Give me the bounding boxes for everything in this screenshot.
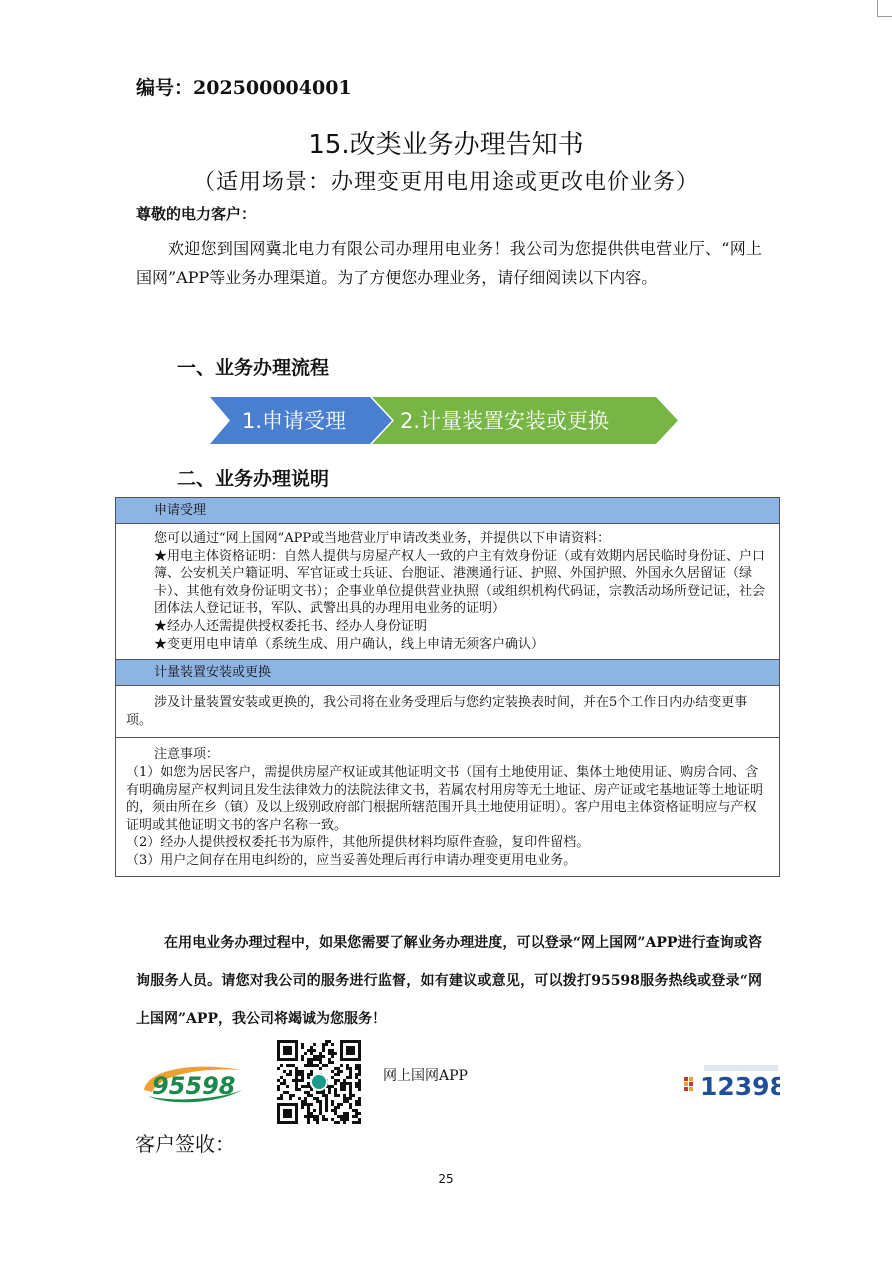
document-number: 编号：202500004001 xyxy=(136,77,352,99)
application-intro: 您可以通过“网上国网”APP或当地营业厅申请改类业务，并提供以下申请资料： xyxy=(154,531,611,546)
page-corner xyxy=(877,0,892,17)
instructions-table xyxy=(115,497,780,877)
document-subtitle: （适用场景：办理变更用电用途或更改电价业务） xyxy=(192,170,699,195)
flow-step-1-label: 1.申请受理 xyxy=(242,409,347,433)
note-item-3: （3）用户之间存在用电纠纷的，应当妥善处理后再行申请办理变更用电业务。 xyxy=(126,852,577,868)
process-flow xyxy=(210,397,680,444)
hotline-95598-logo-icon xyxy=(138,1060,246,1106)
notes-title: 注意事项： xyxy=(154,747,220,763)
note-item-2: （2）经办人提供授权委托书为原件，其他所提供材料均原件查验，复印件留档。 xyxy=(126,835,590,851)
application-item-identity: ★用电主体资格证明：自然人提供与房屋产权人一致的户主有效身份证（或有效期内居民临时身份证、户口簿、公安机关户籍证明、军官证或士兵证、台胞证、港澳通行证、护照、外国护照、外国永久居留证（绿卡）、其他有效身份证明文书）；企事业单位提供营业执照（或组织机构代码证，宗教活动场所登记证，社会团体法人登记证书，军队、武警出具的办理用电业务的证明） xyxy=(154,548,766,617)
hotline-95598-text: 95598 xyxy=(152,1072,236,1100)
table-header-metering: 计量装置安装或更换 xyxy=(116,660,779,686)
section-heading-process: 一、业务办理流程 xyxy=(177,357,330,379)
application-item-agent: ★经办人还需提供授权委托书、经办人身份证明 xyxy=(154,618,428,634)
closing-paragraph: 在用电业务办理过程中，如果您需要了解业务办理进度，可以登录“网上国网”APP进行查询或咨询服务人员。请您对我公司的服务进行监督，如有建议或意见，可以拨打95598服务热线或登录“网上国网”APP，我公司将竭诚为您服务！ xyxy=(136,935,762,1027)
table-body-application xyxy=(116,524,779,660)
application-item-form: ★变更用电申请单（系统生成、用户确认，线上申请无须客户确认） xyxy=(154,636,545,652)
table-header-application: 申请受理 xyxy=(116,498,779,524)
app-label: 网上国网APP xyxy=(383,1068,468,1084)
note-item-1: （1）如您为居民客户，需提供房屋产权证或其他证明文书（国有土地使用证、集体土地使用证、购房合同、含有明确房屋产权判词且发生法律效力的法院法律文书，若属农村用房等无土地证、房产证或宅基地证等土地证明的，须由所在乡（镇）及以上级别政府部门根据所辖范围开具土地使用证明）。客户用电主体资格证明应与产权证明或其他证明文书的客户名称一致。 xyxy=(126,764,764,833)
page-number: 25 xyxy=(438,1172,454,1186)
document-title: 15.改类业务办理告知书 xyxy=(308,130,584,160)
intro-paragraph: 欢迎您到国网冀北电力有限公司办理用电业务！我公司为您提供供电营业厅、“网上国网”APP等业务办理渠道。为了方便您办理业务，请仔细阅读以下内容。 xyxy=(136,239,762,287)
greeting: 尊敬的电力客户： xyxy=(136,205,257,223)
hotline-12398-logo-icon xyxy=(682,1063,780,1103)
qr-code-icon xyxy=(277,1040,361,1124)
section-heading-instructions: 二、业务办理说明 xyxy=(177,468,330,490)
flow-step-2-label: 2.计量装置安装或更换 xyxy=(400,409,610,433)
hotline-12398-text: 12398 xyxy=(700,1072,780,1101)
table-body-metering: 涉及计量装置安装或更换的，我公司将在业务受理后与您约定装换表时间，并在5个工作日内办结变更事项。 xyxy=(116,686,779,738)
customer-signature-label: 客户签收： xyxy=(135,1132,235,1156)
table-body-notes xyxy=(116,738,779,875)
